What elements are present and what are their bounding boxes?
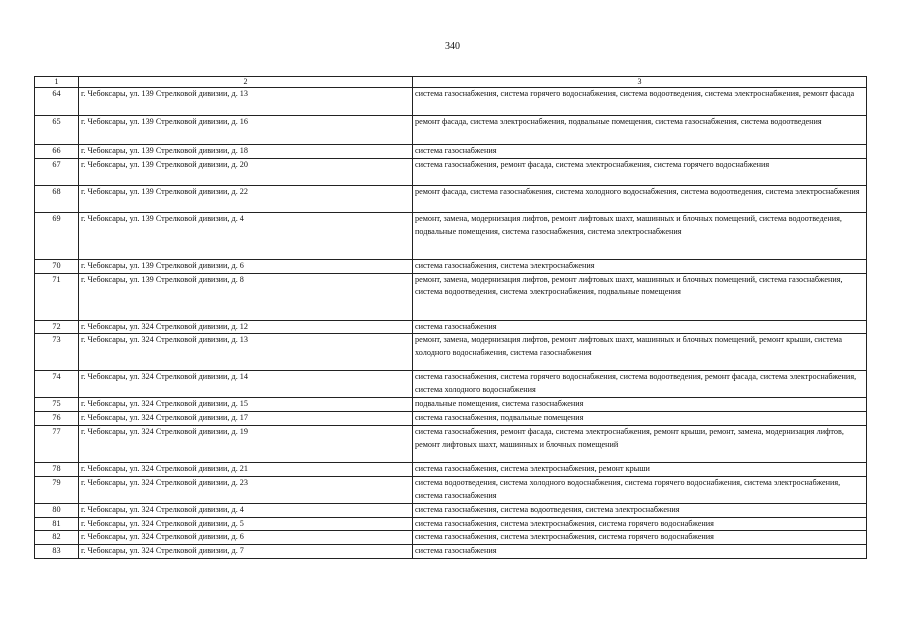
row-number: 74 (35, 371, 79, 398)
row-number: 83 (35, 545, 79, 559)
column-header-1: 1 (35, 77, 79, 88)
table-row (35, 273, 867, 320)
row-address: г. Чебоксары, ул. 324 Стрелковой дивизии, д. 23 (79, 476, 413, 503)
row-number: 71 (35, 273, 79, 320)
table-row (35, 88, 867, 116)
row-number: 82 (35, 531, 79, 545)
row-number: 70 (35, 259, 79, 273)
row-works: система газоснабжения, система электроснабжения, система горячего водоснабжения (413, 517, 867, 531)
row-address: г. Чебоксары, ул. 324 Стрелковой дивизии, д. 12 (79, 320, 413, 334)
row-works: система газоснабжения (413, 545, 867, 559)
row-works: ремонт, замена, модернизация лифтов, ремонт лифтовых шахт, машинных и блочных помещений, ремонт крыши, система холодного водоснабжения, система газоснабжения (413, 334, 867, 371)
row-address: г. Чебоксары, ул. 139 Стрелковой дивизии, д. 4 (79, 212, 413, 259)
table-row (35, 476, 867, 503)
row-works: система газоснабжения, ремонт фасада, система электроснабжения, система горячего водоснабжения (413, 158, 867, 185)
row-address: г. Чебоксары, ул. 139 Стрелковой дивизии, д. 16 (79, 116, 413, 145)
table-row (35, 517, 867, 531)
row-works: ремонт, замена, модернизация лифтов, ремонт лифтовых шахт, машинных и блочных помещений, система водоотведения, подвальные помещения, система газоснабжения, система электроснабжения (413, 212, 867, 259)
column-header-2: 2 (79, 77, 413, 88)
row-works: ремонт фасада, система газоснабжения, система холодного водоснабжения, система водоотведения, система электроснабжения (413, 185, 867, 212)
row-number: 81 (35, 517, 79, 531)
row-address: г. Чебоксары, ул. 324 Стрелковой дивизии, д. 21 (79, 462, 413, 476)
row-address: г. Чебоксары, ул. 139 Стрелковой дивизии, д. 6 (79, 259, 413, 273)
table-row (35, 412, 867, 426)
row-number: 66 (35, 145, 79, 159)
table-row (35, 545, 867, 559)
row-works: система газоснабжения, ремонт фасада, система электроснабжения, ремонт крыши, ремонт, замена, модернизация лифтов, ремонт лифтовых шахт, машинных и блочных помещений (413, 425, 867, 462)
row-number: 75 (35, 398, 79, 412)
row-number: 76 (35, 412, 79, 426)
row-number: 68 (35, 185, 79, 212)
row-works: система газоснабжения, система электроснабжения (413, 259, 867, 273)
row-address: г. Чебоксары, ул. 324 Стрелковой дивизии, д. 17 (79, 412, 413, 426)
row-works: система газоснабжения (413, 320, 867, 334)
column-number-row (35, 77, 867, 88)
row-works: система газоснабжения, подвальные помещения (413, 412, 867, 426)
table-row (35, 116, 867, 145)
table-row (35, 462, 867, 476)
row-works: система газоснабжения (413, 145, 867, 159)
page-number: 340 (445, 41, 460, 52)
column-header-3: 3 (413, 77, 867, 88)
row-address: г. Чебоксары, ул. 139 Стрелковой дивизии, д. 8 (79, 273, 413, 320)
table-row (35, 503, 867, 517)
row-address: г. Чебоксары, ул. 324 Стрелковой дивизии, д. 13 (79, 334, 413, 371)
row-number: 64 (35, 88, 79, 116)
table-row (35, 320, 867, 334)
row-number: 67 (35, 158, 79, 185)
table-row (35, 145, 867, 159)
row-number: 80 (35, 503, 79, 517)
row-address: г. Чебоксары, ул. 139 Стрелковой дивизии, д. 22 (79, 185, 413, 212)
row-works: ремонт фасада, система электроснабжения, подвальные помещения, система газоснабжения, система водоотведения (413, 116, 867, 145)
row-number: 73 (35, 334, 79, 371)
table-row (35, 425, 867, 462)
row-works: ремонт, замена, модернизация лифтов, ремонт лифтовых шахт, машинных и блочных помещений, система газоснабжения, система водоотведения, система электроснабжения, подвальные помещения (413, 273, 867, 320)
row-address: г. Чебоксары, ул. 139 Стрелковой дивизии, д. 18 (79, 145, 413, 159)
row-number: 65 (35, 116, 79, 145)
row-number: 79 (35, 476, 79, 503)
row-address: г. Чебоксары, ул. 324 Стрелковой дивизии, д. 4 (79, 503, 413, 517)
row-works: система газоснабжения, система водоотведения, система электроснабжения (413, 503, 867, 517)
row-works: система водоотведения, система холодного водоснабжения, система горячего водоснабжения, система электроснабжения, система газоснабжения (413, 476, 867, 503)
table-row (35, 212, 867, 259)
row-address: г. Чебоксары, ул. 324 Стрелковой дивизии, д. 7 (79, 545, 413, 559)
row-number: 72 (35, 320, 79, 334)
row-address: г. Чебоксары, ул. 139 Стрелковой дивизии, д. 20 (79, 158, 413, 185)
row-address: г. Чебоксары, ул. 324 Стрелковой дивизии, д. 15 (79, 398, 413, 412)
table-row (35, 334, 867, 371)
row-works: система газоснабжения, система горячего водоснабжения, система водоотведения, система электроснабжения, ремонт фасада (413, 88, 867, 116)
row-works: подвальные помещения, система газоснабжения (413, 398, 867, 412)
row-address: г. Чебоксары, ул. 139 Стрелковой дивизии, д. 13 (79, 88, 413, 116)
row-number: 78 (35, 462, 79, 476)
row-works: система газоснабжения, система электроснабжения, система горячего водоснабжения (413, 531, 867, 545)
row-address: г. Чебоксары, ул. 324 Стрелковой дивизии, д. 5 (79, 517, 413, 531)
row-number: 77 (35, 425, 79, 462)
table-row (35, 158, 867, 185)
row-address: г. Чебоксары, ул. 324 Стрелковой дивизии, д. 14 (79, 371, 413, 398)
row-address: г. Чебоксары, ул. 324 Стрелковой дивизии, д. 19 (79, 425, 413, 462)
row-works: система газоснабжения, система горячего водоснабжения, система водоотведения, ремонт фасада, система электроснабжения, система холодного водоснабжения (413, 371, 867, 398)
table-row (35, 185, 867, 212)
table-row (35, 398, 867, 412)
row-works: система газоснабжения, система электроснабжения, ремонт крыши (413, 462, 867, 476)
registry-table (34, 76, 867, 559)
table-row (35, 531, 867, 545)
row-address: г. Чебоксары, ул. 324 Стрелковой дивизии, д. 6 (79, 531, 413, 545)
row-number: 69 (35, 212, 79, 259)
table-row (35, 259, 867, 273)
table-row (35, 371, 867, 398)
